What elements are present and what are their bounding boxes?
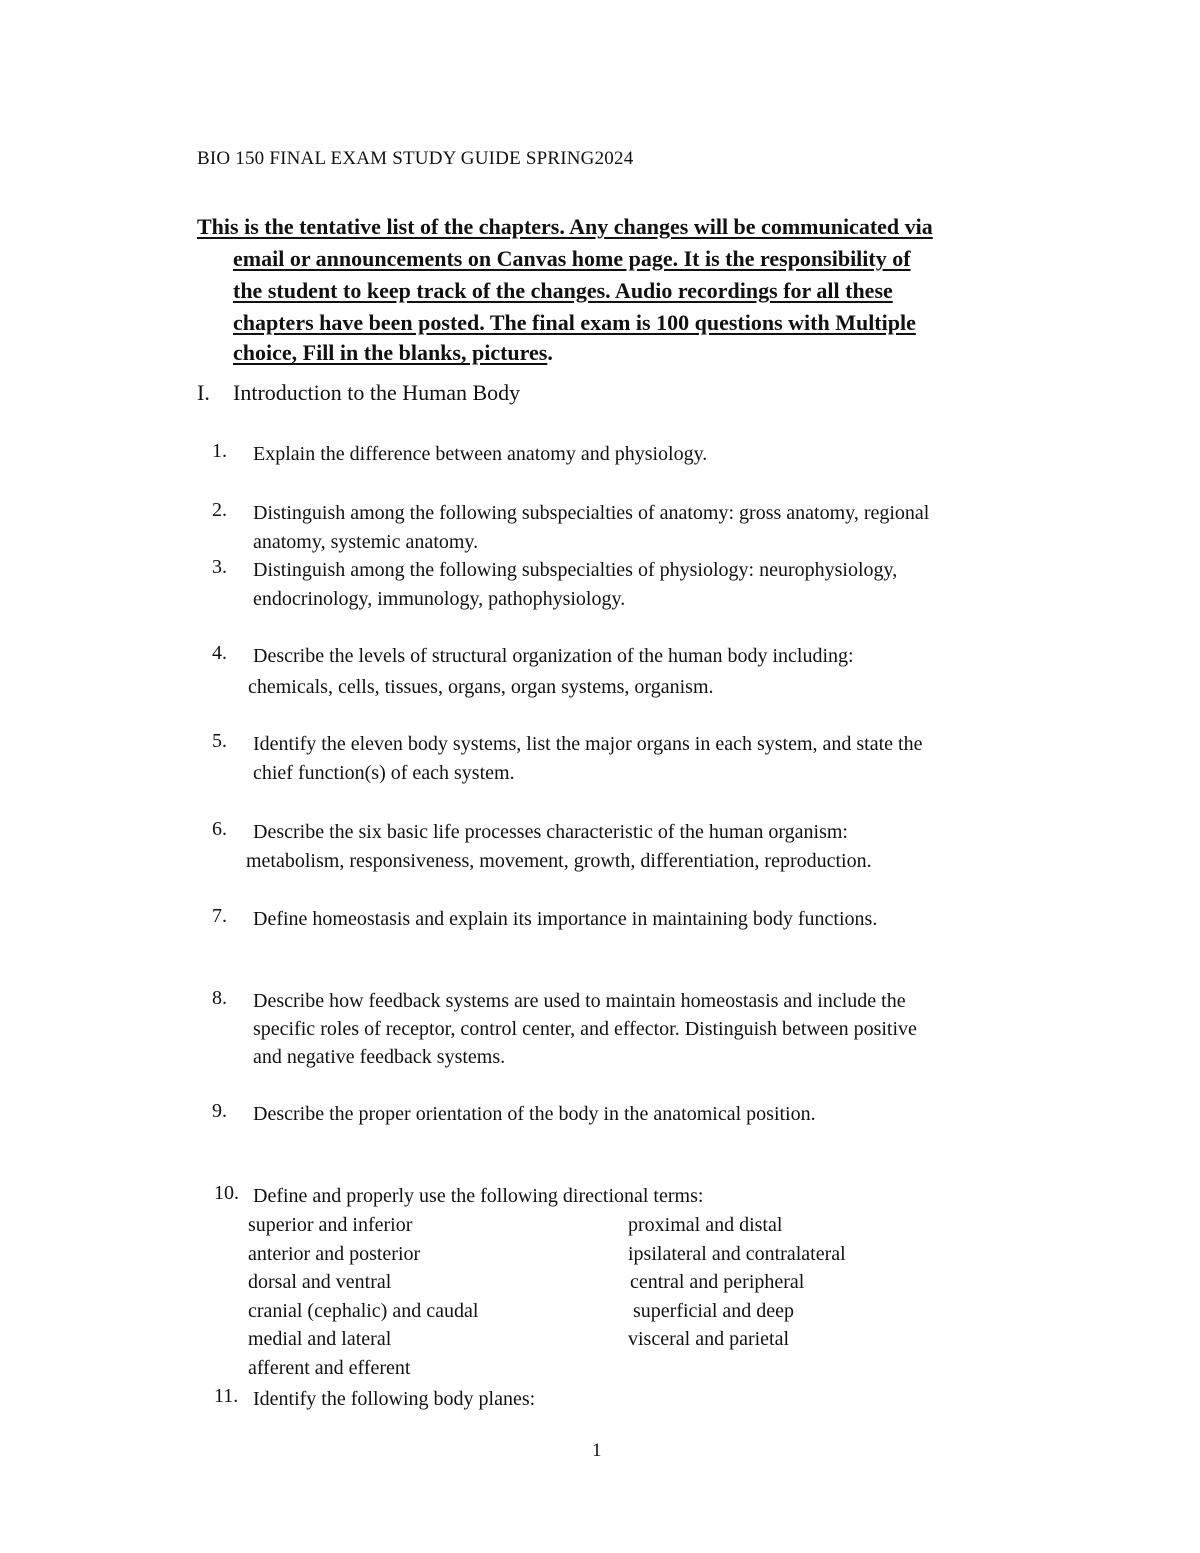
item-text: Define and properly use the following directional terms: [253,1185,704,1207]
notice-line-2: email or announcements on Canvas home page. It is the responsibility of [233,246,911,271]
notice-line-5 [233,340,553,366]
term-pair: dorsal and ventral [248,1271,392,1293]
item-number: 8. [212,987,227,1009]
item-text: Distinguish among the following subspecialties of physiology: neurophysiology, [253,559,898,581]
page-number: 1 [592,1440,602,1461]
notice-line-3: the student to keep track of the changes. Audio recordings for all these [233,278,893,303]
term-pair: anterior and posterior [248,1242,421,1265]
item-number: 5. [212,730,227,752]
notice-line-4: chapters have been posted. The final exam is 100 questions with Multiple [233,310,916,335]
item-number: 6. [212,818,227,840]
item-text: Describe how feedback systems are used to maintain homeostasis and include the [253,990,906,1012]
item-text: Explain the difference between anatomy and physiology. [253,443,708,465]
item-text-continued: and negative feedback systems. [253,1046,506,1068]
item-text-continued: chief function(s) of each system. [253,762,515,784]
item-text: Describe the proper orientation of the body in the anatomical position. [253,1103,816,1125]
document-title: BIO 150 FINAL EXAM STUDY GUIDE SPRING2024 [197,148,634,169]
item-number: 9. [212,1100,227,1122]
item-text-continued: specific roles of receptor, control center, and effector. Distinguish between positive [253,1018,917,1040]
directional-terms-right-column [628,1211,846,1354]
section-heading [197,380,520,406]
term-pair: cranial (cephalic) and caudal [248,1299,479,1322]
item-number: 2. [212,499,227,521]
term-pair: afferent and efferent [248,1356,411,1379]
item-text: Describe the six basic life processes characteristic of the human organism: [253,821,848,843]
section-title: Introduction to the Human Body [233,380,521,405]
item-text-continued: chemicals, cells, tissues, organs, organ systems, organism. [248,676,714,698]
section-number: I. [197,380,210,405]
term-pair: superficial and deep [633,1299,795,1322]
term-pair: superior and inferior [248,1214,413,1236]
term-pair: ipsilateral and contralateral [628,1242,846,1265]
item-text: Identify the following body planes: [253,1388,536,1410]
item-number: 11. [214,1385,239,1407]
item-text-continued: endocrinology, immunology, pathophysiology. [253,588,626,610]
item-number: 1. [212,440,227,462]
notice-line-1: This is the tentative list of the chapters. Any changes will be communicated via [197,214,933,239]
item-text: Identify the eleven body systems, list the major organs in each system, and state the [253,733,923,755]
item-text: Describe the levels of structural organization of the human body including: [253,645,854,667]
notice-line-5-text: choice, Fill in the blanks, pictures [233,340,548,365]
item-text-continued: anatomy, systemic anatomy. [253,531,479,553]
item-number: 3. [212,556,227,578]
item-number: 10. [214,1182,239,1204]
term-pair: medial and lateral [248,1328,392,1350]
item-text: Define homeostasis and explain its importance in maintaining body functions. [253,908,878,930]
item-text-continued: metabolism, responsiveness, movement, growth, differentiation, reproduction. [246,850,872,872]
term-pair: central and peripheral [630,1271,805,1293]
term-pair: visceral and parietal [628,1328,790,1350]
item-number: 7. [212,905,227,927]
term-pair: proximal and distal [628,1214,783,1236]
item-text: Distinguish among the following subspecialties of anatomy: gross anatomy, regional [253,502,930,524]
directional-terms-left-column [248,1211,478,1382]
notice-end-period: . [547,340,553,365]
item-number: 4. [212,642,227,664]
